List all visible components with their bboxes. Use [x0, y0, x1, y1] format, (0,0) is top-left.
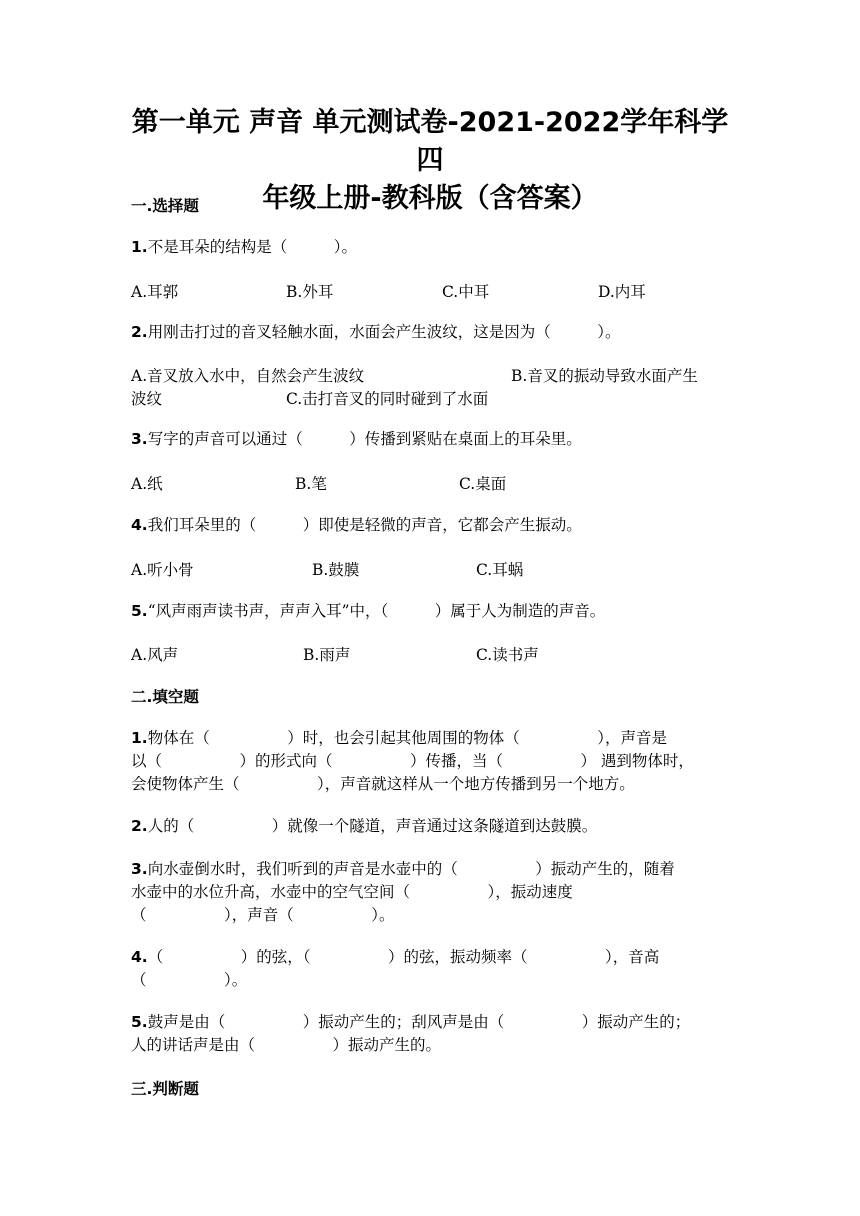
question-number: 3. — [131, 860, 148, 878]
option-a: A.风声 — [131, 646, 179, 664]
question-text: 不是耳朵的结构是（ ）。 — [147, 238, 357, 256]
question-number: 4. — [131, 948, 148, 966]
page-title — [120, 104, 740, 218]
option-c: C.桌面 — [459, 475, 507, 493]
question-number: 2. — [131, 323, 148, 341]
question-number: 5. — [131, 602, 148, 620]
question-text: 鼓声是由（ ）振动产生的；刮风声是由（ ）振动产生的； — [147, 1013, 691, 1031]
fill-question-1-line-1 — [131, 727, 667, 749]
question-text: 我们耳朵里的（ ）即使是轻微的声音，它都会产生振动。 — [147, 516, 582, 534]
option-b: B.雨声 — [303, 646, 351, 664]
title-line-1: 第一单元 声音 单元测试卷-2021-2022学年科学四 — [131, 107, 729, 176]
question-text: 写字的声音可以通过（ ）传播到紧贴在桌面上的耳朵里。 — [147, 430, 582, 448]
option-c: C.读书声 — [476, 646, 539, 664]
option-b: B.笔 — [295, 475, 327, 493]
question-number: 5. — [131, 1013, 148, 1031]
section-heading-choice: 一.选择题 — [131, 197, 199, 215]
fill-question-1-line-3: 会使物体产生（ ），声音就这样从一个地方传播到另一个地方。 — [131, 775, 635, 793]
fill-question-5-line-1 — [131, 1011, 690, 1033]
fill-question-4-line-2: （ ）。 — [131, 971, 248, 989]
question-number: 2. — [131, 817, 148, 835]
option-d: D.内耳 — [598, 283, 646, 301]
question-text: 向水壶倒水时，我们听到的声音是水壶中的（ ）振动产生的，随着 — [147, 860, 675, 878]
fill-question-2 — [131, 815, 597, 837]
choice-question-4 — [131, 514, 582, 536]
choice-question-3 — [131, 428, 582, 450]
fill-question-3-line-1 — [131, 858, 675, 880]
choice-question-1 — [131, 236, 357, 258]
fill-question-4-line-1 — [131, 946, 659, 968]
fill-question-3-line-2: 水壶中的水位升高，水壶中的空气空间（ ），振动速度 — [131, 883, 573, 901]
fill-question-1-line-2: 以（ ）的形式向（ ）传播，当（ ） 遇到物体时， — [131, 752, 694, 770]
fill-question-5-line-2: 人的讲话声是由（ ）振动产生的。 — [131, 1036, 442, 1054]
title-line-2: 年级上册-教科版（含答案） — [262, 183, 598, 214]
choice-question-5 — [131, 600, 605, 622]
choice-question-2 — [131, 321, 620, 343]
question-number: 1. — [131, 238, 148, 256]
option-b: B.音叉的振动导致水面产生 — [511, 367, 698, 385]
option-c: C.耳蜗 — [476, 561, 524, 579]
question-number: 1. — [131, 729, 148, 747]
option-c: C.中耳 — [442, 283, 490, 301]
question-text: 物体在（ ）时，也会引起其他周围的物体（ ），声音是 — [147, 729, 667, 747]
option-b: B.鼓膜 — [312, 561, 360, 579]
question-number: 3. — [131, 430, 148, 448]
question-text: （ ）的弦，（ ）的弦，振动频率（ ），音高 — [147, 948, 660, 966]
question-text: 人的（ ）就像一个隧道，声音通过这条隧道到达鼓膜。 — [147, 817, 598, 835]
option-c: C.击打音叉的同时碰到了水面 — [286, 390, 489, 408]
question-text: 用刚击打过的音叉轻触水面，水面会产生波纹，这是因为（ ）。 — [147, 323, 621, 341]
section-heading-judge: 三.判断题 — [131, 1080, 199, 1098]
question-number: 4. — [131, 516, 148, 534]
option-b: B.外耳 — [286, 283, 334, 301]
option-b-continued: 波纹 — [131, 390, 163, 408]
question-text: “风声雨声读书声，声声入耳”中，（ ）属于人为制造的声音。 — [147, 602, 606, 620]
fill-question-3-line-3: （ ），声音（ ）。 — [131, 906, 395, 924]
section-heading-fill: 二.填空题 — [131, 688, 199, 706]
option-a: A.纸 — [131, 475, 163, 493]
option-a: A.听小骨 — [131, 561, 194, 579]
option-a: A.音叉放入水中，自然会产生波纹 — [131, 367, 365, 385]
option-a: A.耳郭 — [131, 283, 179, 301]
